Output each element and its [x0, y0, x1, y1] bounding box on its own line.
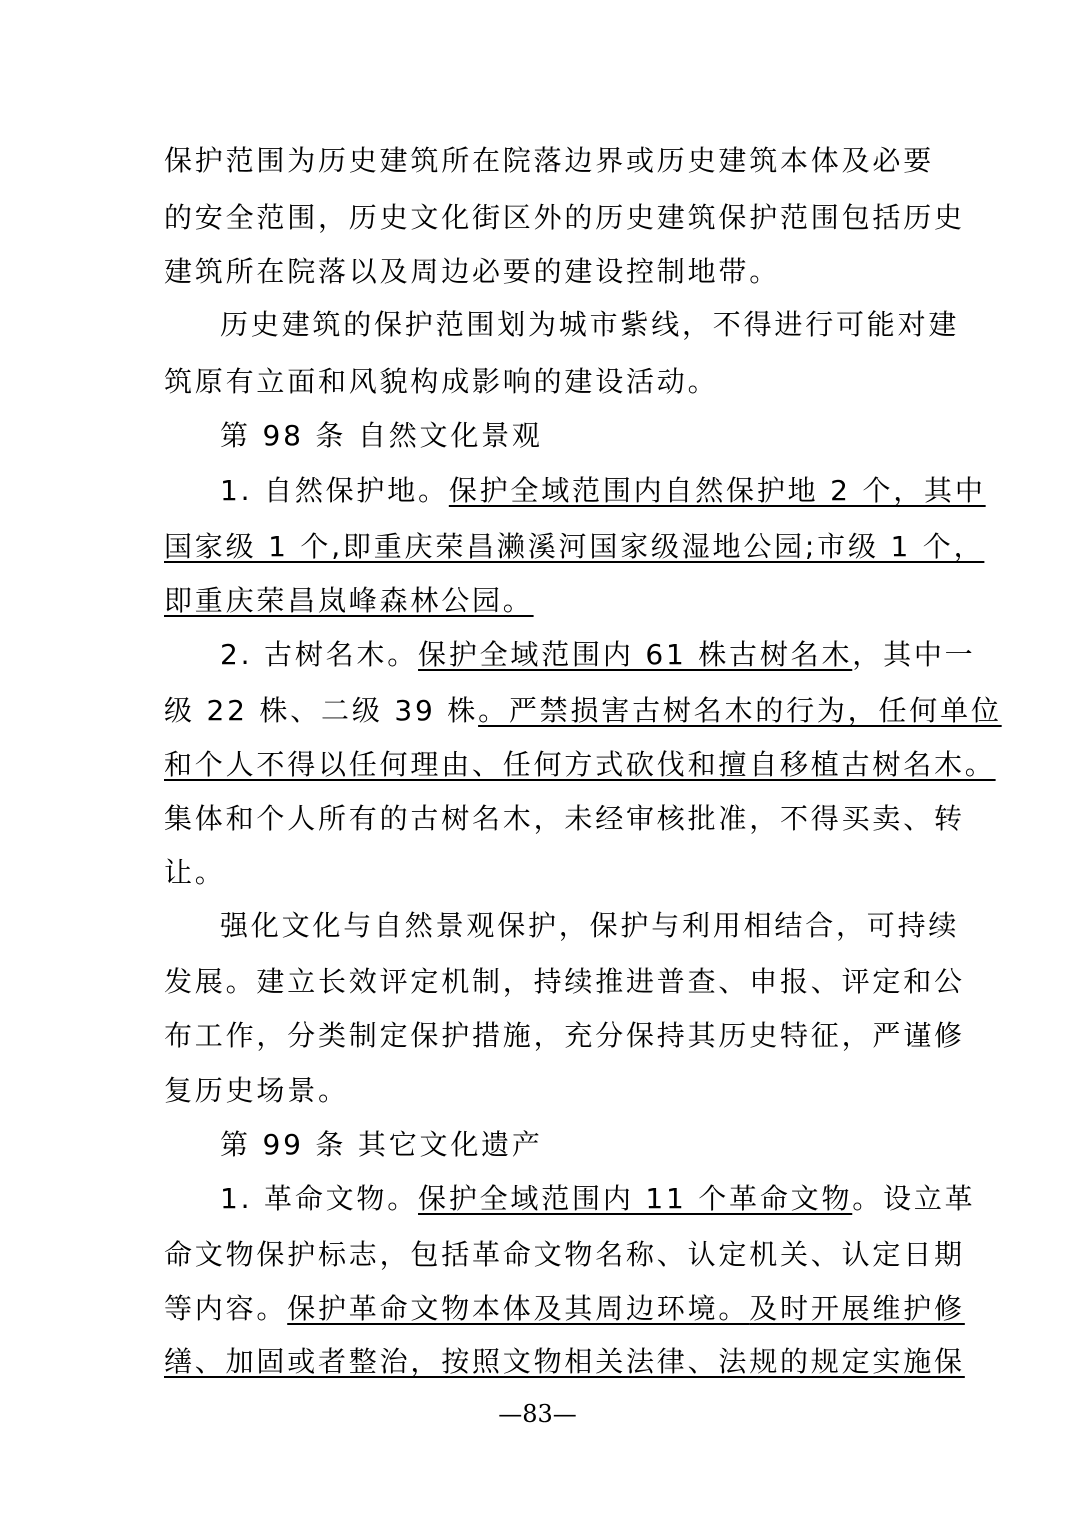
underlined-text: 保护革命文物本体及其周边环境。	[287, 1292, 750, 1325]
article-98-item-1-line-1	[220, 471, 986, 511]
article-99-heading: 第 99 条 其它文化遗产	[220, 1128, 543, 1161]
plain-text: ，其中一	[852, 638, 976, 671]
page-number: —83—	[498, 1400, 577, 1428]
article-98-item-2-line-5: 让。	[164, 856, 226, 889]
article-98-paragraph-line-3: 布工作，分类制定保护措施，充分保持其历史特征，严谨修	[164, 1019, 965, 1052]
article-99-item-1-line-2: 命文物保护标志，包括革命文物名称、认定机关、认定日期	[164, 1238, 965, 1271]
underlined-text: 及时开展维护修	[749, 1292, 965, 1325]
article-98-item-2-line-3: 和个人不得以任何理由、任何方式砍伐和擅自移植古树名木。	[164, 748, 996, 781]
underlined-text: 保护全域范围内自然保护地 2 个，其中	[448, 474, 986, 507]
article-99-item-1-line-3	[164, 1289, 965, 1329]
paragraph-1-line-3: 建筑所在院落以及周边必要的建设控制地带。	[164, 255, 781, 288]
article-99-item-1-line-4: 缮、加固或者整治，按照文物相关法律、法规的规定实施保	[164, 1345, 965, 1378]
article-98-item-1-line-3: 即重庆荣昌岚峰森林公园。	[164, 584, 534, 617]
item-lead: 2. 古树名木。	[220, 638, 419, 671]
underlined-text: 保护全域范围内 61 株古树名木	[418, 638, 853, 671]
paragraph-1-line-2: 的安全范围，历史文化街区外的历史建筑保护范围包括历史	[164, 201, 965, 234]
article-98-paragraph-line-2: 发展。建立长效评定机制，持续推进普查、申报、评定和公	[164, 965, 965, 998]
plain-text: 等内容。	[164, 1292, 288, 1325]
article-99-item-1-line-1	[220, 1179, 975, 1219]
article-98-item-2-line-2	[164, 691, 1002, 731]
article-98-item-1-line-2: 国家级 1 个,即重庆荣昌濑溪河国家级湿地公园;市级 1 个，	[164, 530, 985, 563]
underlined-text: 保护全域范围内 11 个革命文物	[418, 1182, 853, 1215]
paragraph-1-line-1: 保护范围为历史建筑所在院落边界或历史建筑本体及必要	[164, 144, 935, 177]
article-98-item-2-line-4: 集体和个人所有的古树名木，未经审核批准，不得买卖、转	[164, 802, 965, 835]
item-lead: 1. 自然保护地。	[220, 474, 449, 507]
article-98-paragraph-line-4: 复历史场景。	[164, 1074, 349, 1107]
item-lead: 1. 革命文物。	[220, 1182, 419, 1215]
plain-text: 。设立革	[852, 1182, 976, 1215]
article-98-item-2-line-1	[220, 635, 975, 675]
article-98-paragraph-line-1: 强化文化与自然景观保护，保护与利用相结合，可持续	[220, 909, 960, 942]
underlined-text: 。严禁损害古树名木的行为，任何单位	[478, 694, 1002, 727]
article-98-heading: 第 98 条 自然文化景观	[220, 419, 543, 452]
paragraph-2-line-1: 历史建筑的保护范围划为城市紫线，不得进行可能对建	[220, 308, 960, 341]
plain-text: 级 22 株、二级 39 株	[164, 694, 479, 727]
paragraph-2-line-2: 筑原有立面和风貌构成影响的建设活动。	[164, 365, 719, 398]
